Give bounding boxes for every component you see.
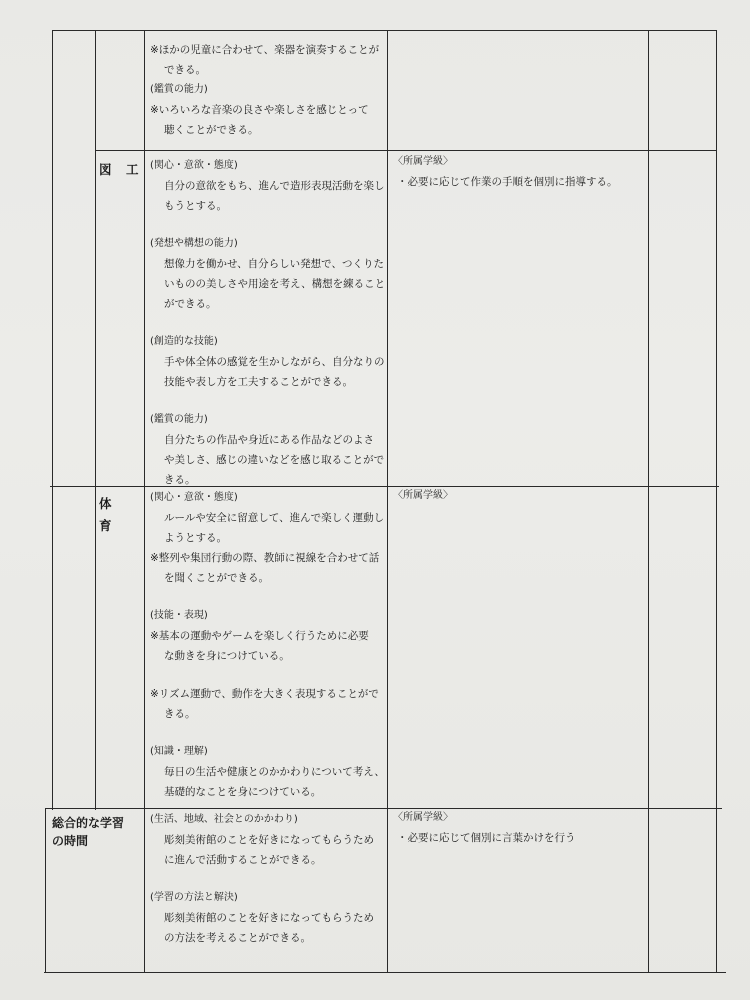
music-line: 聴くことができる。: [164, 124, 259, 136]
taiiku-line: 基礎的なことを身につけている。: [164, 786, 322, 798]
music-heading: (鑑賞の能力): [150, 84, 208, 95]
column-divider-subject: [95, 30, 96, 810]
taiiku-line: ※基本の運動やゲームを楽しく行うために必要: [150, 630, 369, 642]
subject-sogo-1: 総合的な学習: [52, 816, 125, 830]
taiiku-line: 毎日の生活や健康とのかかわりについて考え、: [164, 766, 385, 778]
sogo-heading: (学習の方法と解決): [150, 892, 238, 903]
table-left-border: [52, 30, 53, 810]
zuko-heading: (関心・意欲・態度): [150, 160, 238, 171]
sogo-goals-cell: [150, 810, 386, 948]
taiiku-support-cell: [393, 486, 645, 506]
taiiku-line: ※整列や集団行動の際、教師に視線を合わせて話: [150, 552, 380, 564]
zuko-heading: (鑑賞の能力): [150, 414, 208, 425]
sogo-heading: (生活、地域、社会とのかかわり): [150, 814, 298, 825]
subject-sogo-2: の時間: [52, 834, 89, 848]
spacer: [150, 666, 386, 684]
music-line: できる。: [164, 64, 206, 76]
taiiku-line: ようとする。: [164, 532, 227, 544]
column-divider-notes: [648, 30, 649, 973]
table-bottom-border: [44, 972, 726, 973]
zuko-heading: (発想や構想の能力): [150, 238, 238, 249]
zuko-line: いものの美しさや用途を考え、構想を練ること: [164, 278, 386, 290]
music-line: ※いろいろな音楽の良さや楽しさを感じとって: [150, 104, 369, 116]
taiiku-heading: (技能・表現): [150, 610, 208, 621]
column-divider-goals: [144, 30, 145, 973]
zuko-support-line: ・必要に応じて作業の手順を個別に指導する。: [397, 176, 618, 188]
taiiku-line: ※リズム運動で、動作を大きく表現することがで: [150, 688, 379, 700]
zuko-support-heading: 〈所属学級〉: [393, 156, 453, 167]
taiiku-line: ルールや安全に留意して、進んで楽しく運動し: [164, 512, 385, 524]
zuko-line: ができる。: [164, 298, 217, 310]
spacer: [150, 724, 386, 742]
zuko-line: 想像力を働かせ、自分らしい発想で、つくりた: [164, 258, 384, 270]
zuko-line: 自分たちの作品や身近にある作品などのよさ: [164, 434, 374, 446]
subject-taiiku-1: 体: [99, 496, 113, 511]
row-divider-music-zuko: [95, 150, 716, 151]
spacer: [150, 392, 386, 410]
taiiku-support-heading: 〈所属学級〉: [393, 490, 453, 501]
spacer: [150, 870, 386, 888]
zuko-line: 自分の意欲をもち、進んで造形表現活動を楽し: [164, 180, 385, 192]
music-line: ※ほかの児童に合わせて、楽器を演奏することが: [150, 44, 380, 56]
subject-zuko: 図 工: [99, 162, 140, 177]
sogo-line: に進んで活動することができる。: [164, 854, 322, 866]
zuko-line: や美しさ、感じの違いなどを感じ取ることがで: [164, 454, 385, 466]
zuko-goals-cell: [150, 156, 386, 490]
taiiku-goals-cell: [150, 488, 386, 802]
table-top-border: [52, 30, 716, 31]
taiiku-line: な動きを身につけている。: [164, 650, 290, 662]
sogo-line: 彫刻美術館のことを好きになってもらうため: [164, 834, 374, 846]
zuko-support-cell: [393, 152, 645, 192]
zuko-line: きる。: [164, 474, 196, 486]
spacer: [150, 216, 386, 234]
table-right-border: [716, 30, 717, 973]
zuko-line: もうとする。: [164, 200, 227, 212]
column-divider-support: [387, 30, 388, 973]
spacer: [150, 314, 386, 332]
music-goals-cell: [150, 40, 386, 140]
subject-taiiku-2: 育: [99, 518, 113, 533]
sogo-support-cell: [393, 808, 645, 848]
sogo-line: の方法を考えることができる。: [164, 932, 311, 944]
taiiku-heading: (関心・意欲・態度): [150, 492, 238, 503]
table-left-border-lower: [45, 808, 46, 973]
taiiku-line: を聞くことができる。: [164, 572, 269, 584]
taiiku-heading: (知識・理解): [150, 746, 208, 757]
spacer: [150, 588, 386, 606]
zuko-heading: (創造的な技能): [150, 336, 218, 347]
sogo-support-line: ・必要に応じて個別に言葉かけを行う: [397, 832, 576, 844]
sogo-support-heading: 〈所属学級〉: [393, 812, 453, 823]
zuko-line: 手や体全体の感覚を生かしながら、自分なりの: [164, 356, 385, 368]
taiiku-line: きる。: [164, 708, 196, 720]
sogo-line: 彫刻美術館のことを好きになってもらうため: [164, 912, 374, 924]
zuko-line: 技能や表し方を工夫することができる。: [164, 376, 353, 388]
